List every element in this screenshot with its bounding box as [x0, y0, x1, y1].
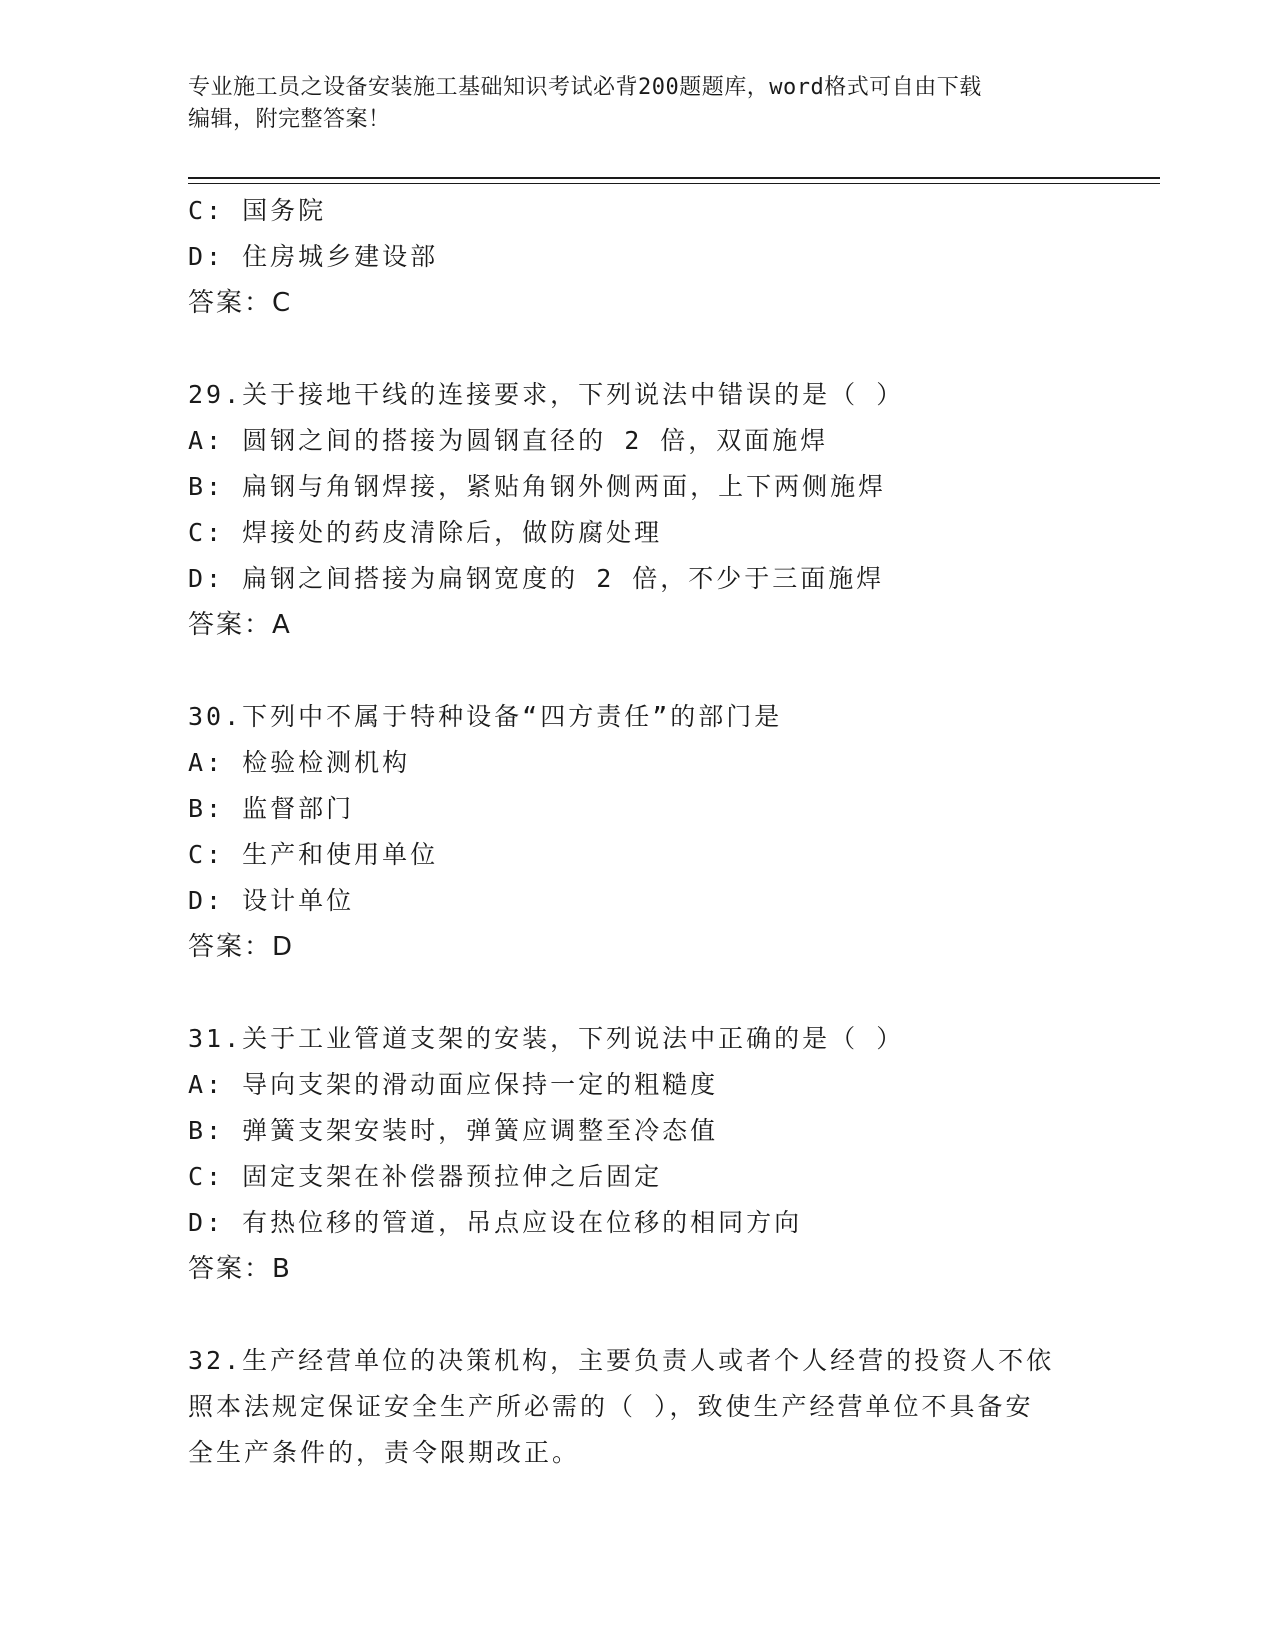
q31-answer: 答案：B	[188, 1254, 292, 1284]
document-body	[188, 188, 1088, 1476]
spacer	[188, 1292, 1088, 1338]
q30-answer: 答案：D	[188, 932, 295, 962]
q31-option-d: D: 有热位移的管道，吊点应设在位移的相同方向	[188, 1208, 803, 1237]
q31-option-c: C: 固定支架在补偿器预拉伸之后固定	[188, 1162, 663, 1191]
question-31	[188, 1016, 1088, 1292]
q28-option-d: D: 住房城乡建设部	[188, 242, 439, 271]
q29-option-b: B: 扁钢与角钢焊接，紧贴角钢外侧两面，上下两侧施焊	[188, 472, 887, 501]
document-header	[188, 72, 1088, 136]
q28-answer: 答案：C	[188, 288, 293, 318]
q30-question: 30.下列中不属于特种设备“四方责任”的部门是	[188, 702, 783, 731]
question-28-continued	[188, 188, 1088, 326]
header-divider-thick	[188, 177, 1160, 179]
q31-option-a: A: 导向支架的滑动面应保持一定的粗糙度	[188, 1070, 719, 1099]
q29-option-c: C: 焊接处的药皮清除后，做防腐处理	[188, 518, 663, 547]
question-32	[188, 1338, 1088, 1476]
q29-option-d: D: 扁钢之间搭接为扁钢宽度的 2 倍，不少于三面施焊	[188, 564, 885, 593]
q32-question-line-2: 照本法规定保证安全生产所必需的（ ），致使生产经营单位不具备安	[188, 1392, 1034, 1421]
q29-option-a: A: 圆钢之间的搭接为圆钢直径的 2 倍，双面施焊	[188, 426, 829, 455]
q31-question: 31.关于工业管道支架的安装，下列说法中正确的是（ ）	[188, 1024, 905, 1053]
header-divider-thin	[188, 183, 1160, 184]
q30-option-c: C: 生产和使用单位	[188, 840, 439, 869]
q32-question-line-1: 32.生产经营单位的决策机构，主要负责人或者个人经营的投资人不依	[188, 1346, 1055, 1375]
q30-option-b: B: 监督部门	[188, 794, 355, 823]
spacer	[188, 326, 1088, 372]
question-29	[188, 372, 1088, 648]
q32-question-line-3: 全生产条件的，责令限期改正。	[188, 1438, 581, 1467]
q28-option-c: C: 国务院	[188, 196, 327, 225]
header-title-line-2: 编辑，附完整答案！	[188, 107, 391, 132]
q29-answer: 答案：A	[188, 610, 292, 640]
spacer	[188, 970, 1088, 1016]
header-title-line-1: 专业施工员之设备安装施工基础知识考试必背200题题库，word格式可自由下载	[188, 75, 982, 100]
question-30	[188, 694, 1088, 970]
spacer	[188, 648, 1088, 694]
q31-option-b: B: 弹簧支架安装时，弹簧应调整至冷态值	[188, 1116, 719, 1145]
q30-option-d: D: 设计单位	[188, 886, 355, 915]
q29-question: 29.关于接地干线的连接要求，下列说法中错误的是（ ）	[188, 380, 905, 409]
q30-option-a: A: 检验检测机构	[188, 748, 411, 777]
